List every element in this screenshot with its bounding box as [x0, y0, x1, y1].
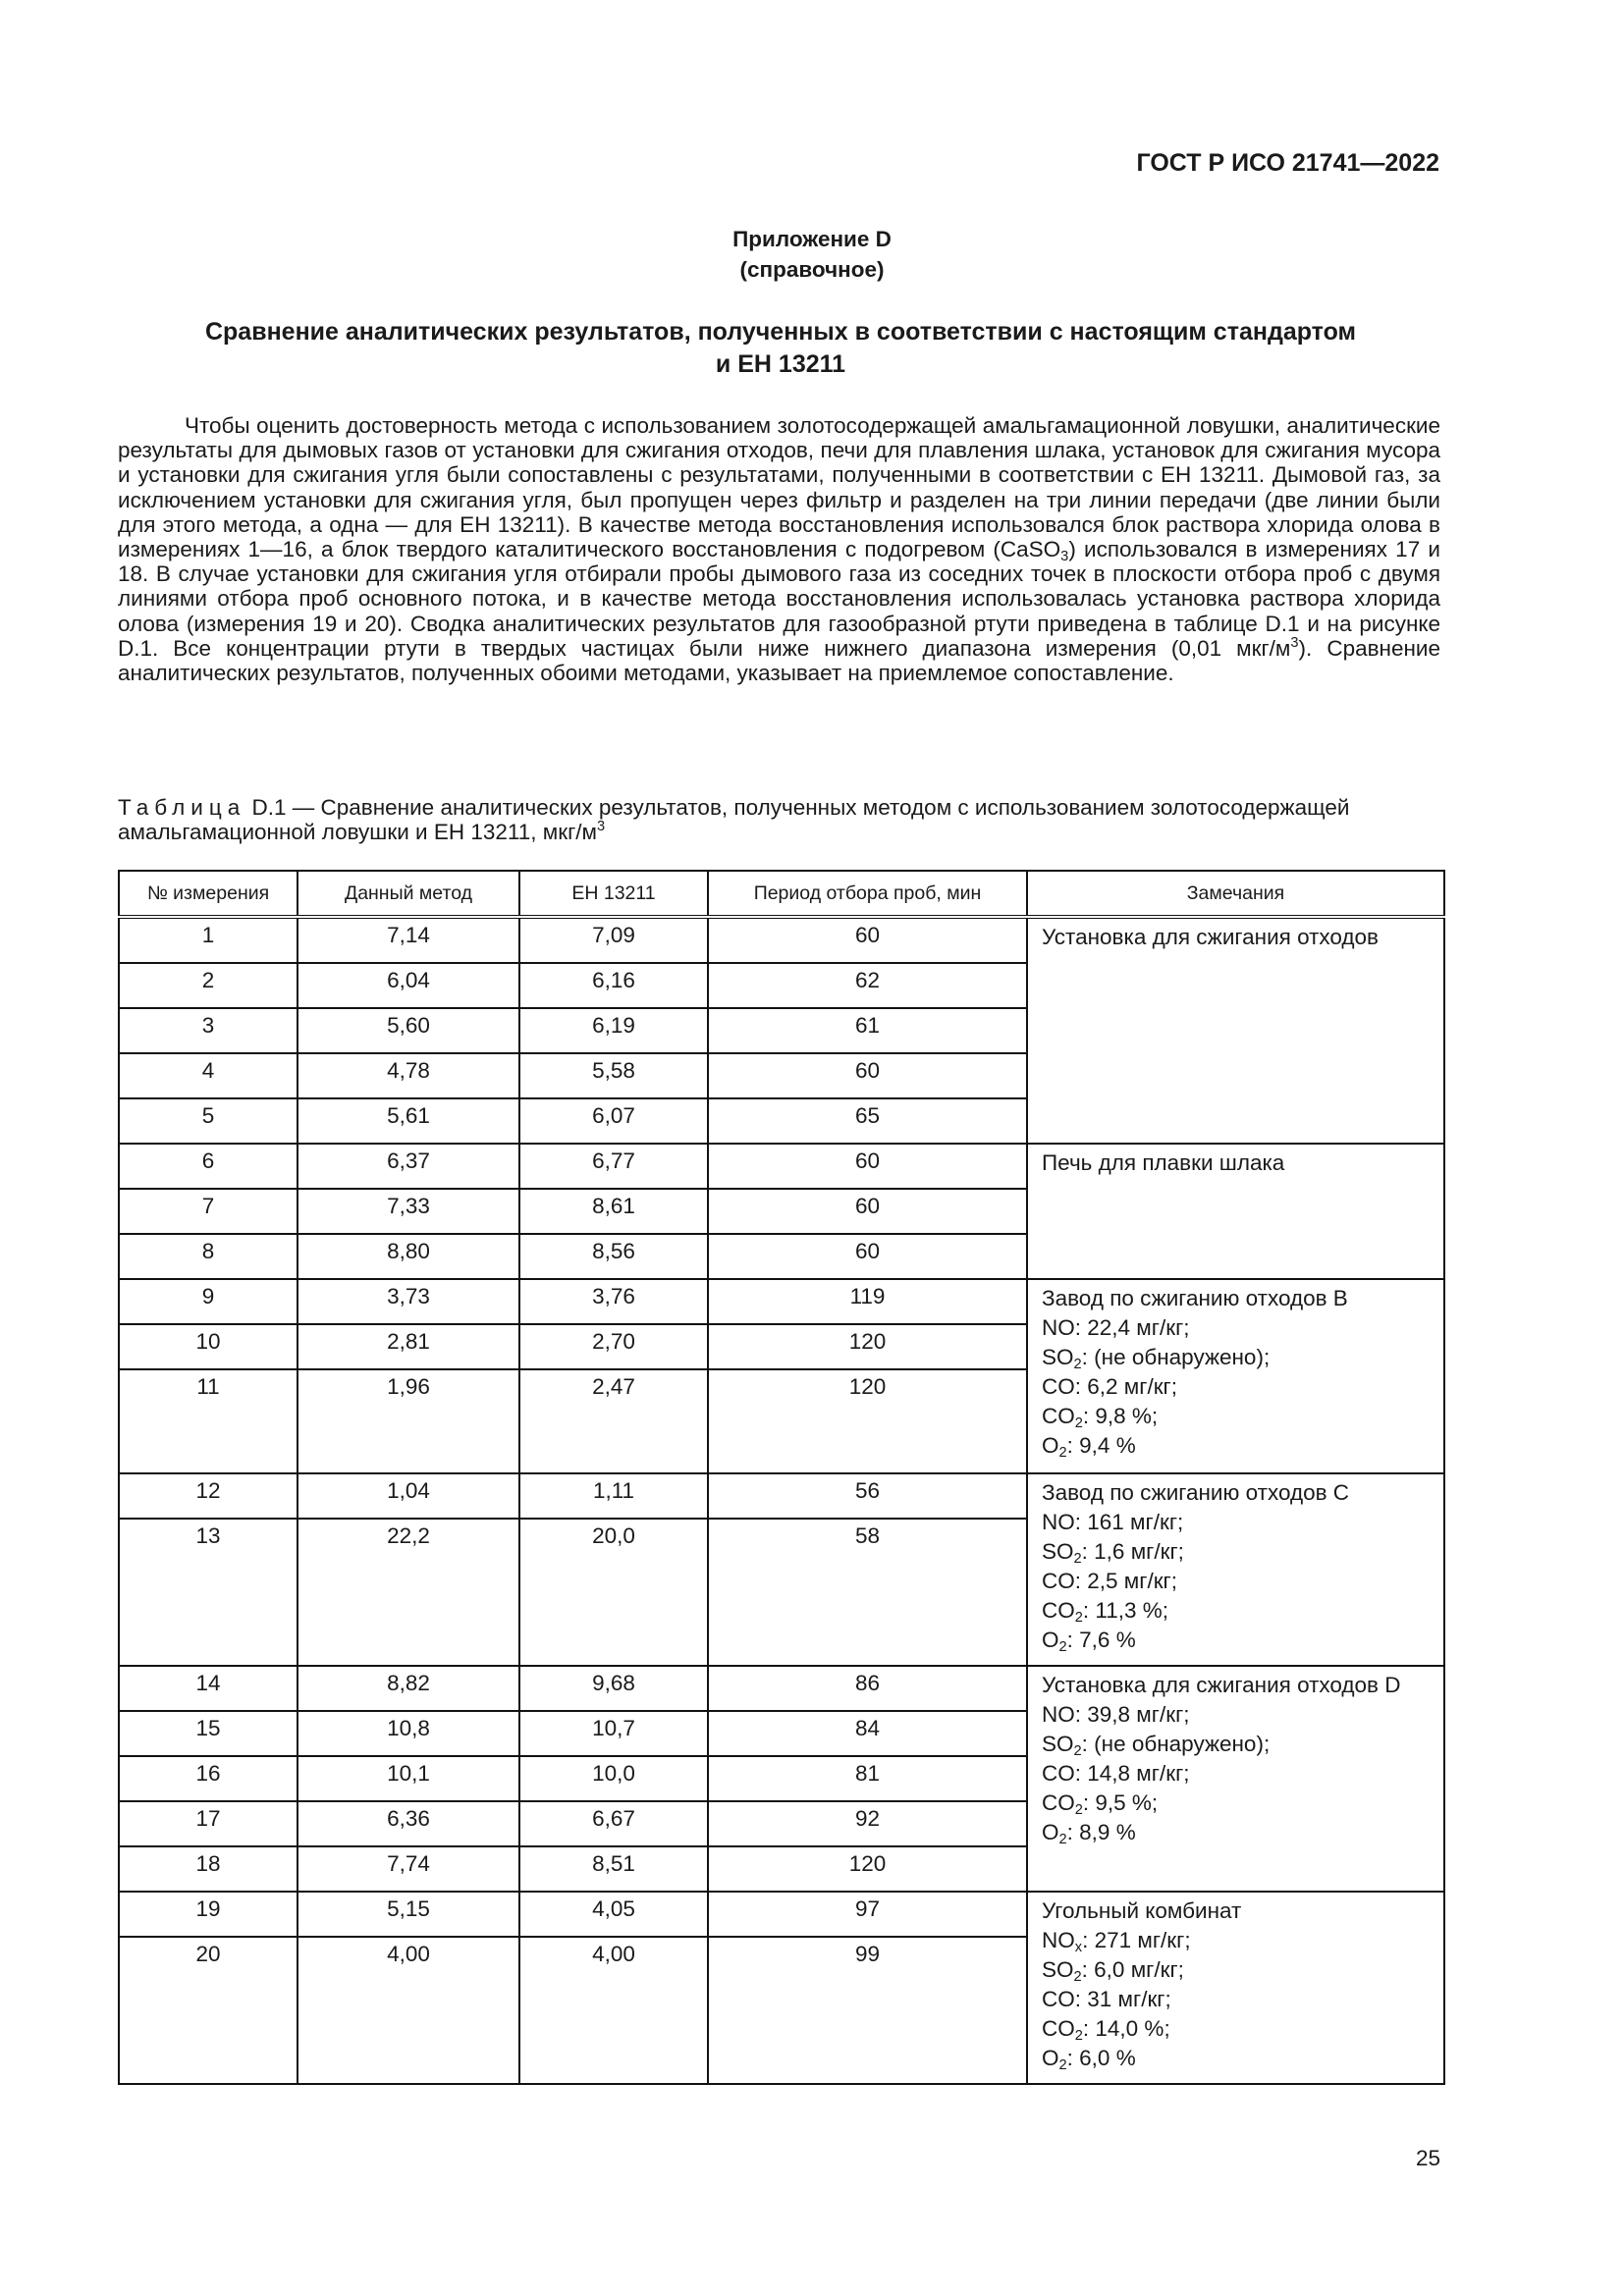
appendix-label: Приложение D: [732, 227, 892, 251]
formula-sub: 2: [1058, 2057, 1067, 2073]
remark-group-2: [1027, 1144, 1444, 1279]
formula-sub: 2: [1058, 1445, 1067, 1461]
formula-o: O: [1042, 1820, 1059, 1844]
cell-method: 22,2: [298, 1519, 519, 1666]
remark-name: Завод по сжиганию отходов C: [1042, 1480, 1350, 1505]
cell-method: 5,15: [298, 1892, 519, 1937]
formula-co: CO: [1042, 1790, 1075, 1815]
table-row: [119, 1144, 1444, 1189]
remark-o2: [1042, 2044, 1432, 2073]
cell-en: 3,76: [519, 1279, 708, 1324]
remark-o2-value: : 6,0 %: [1066, 2046, 1136, 2070]
cell-no: 3: [119, 1008, 298, 1053]
cell-method: 6,04: [298, 963, 519, 1008]
cell-period: 84: [708, 1711, 1027, 1756]
remark-nox: [1042, 1926, 1432, 1955]
table-caption-label: Таблица: [118, 795, 246, 820]
table-row: [119, 1666, 1444, 1711]
remark-so2-value: : 1,6 мг/кг;: [1081, 1539, 1184, 1564]
cell-period: 61: [708, 1008, 1027, 1053]
formula-o: O: [1042, 1433, 1059, 1458]
cell-period: 120: [708, 1324, 1027, 1369]
remark-group-4: [1027, 1473, 1444, 1666]
cell-method: 7,14: [298, 917, 519, 963]
cell-no: 7: [119, 1189, 298, 1234]
cell-method: 8,80: [298, 1234, 519, 1279]
cell-en: 10,0: [519, 1756, 708, 1801]
cell-en: 4,05: [519, 1892, 708, 1937]
cell-method: 5,60: [298, 1008, 519, 1053]
cell-en: 8,56: [519, 1234, 708, 1279]
cell-en: 6,77: [519, 1144, 708, 1189]
intro-text-1: Чтобы оценить достоверность метода с использованием золотосодержащей амальгамационной ловушки, аналитические результаты для дымовых газов от установки для сжигания отходов, печи для плавления шлака, установок для сжигания мусора и установки для сжигания угля были сопоставлены с результатами, полученными в соответствии с ЕН 13211. Дымовой газ, за исключением установки для сжигания угля, был пропущен через фильтр и разделен на три линии передачи (две линии были для этого метода, а одна — для ЕН 13211). В качестве метода восстановления использовался блок раствора хлорида олова в измерениях 1—16, а блок твердого каталитического восстановления с подогревом (CaSO: [118, 413, 1440, 562]
cell-no: 1: [119, 917, 298, 963]
cell-en: 7,09: [519, 917, 708, 963]
cell-en: 6,07: [519, 1098, 708, 1144]
section-title-line-2: и ЕН 13211: [715, 350, 846, 378]
remark-group-1: [1027, 917, 1444, 1144]
cell-no: 6: [119, 1144, 298, 1189]
formula-o: O: [1042, 2046, 1059, 2070]
cell-period: 92: [708, 1801, 1027, 1846]
table-header-row: [119, 871, 1444, 917]
cell-no: 16: [119, 1756, 298, 1801]
formula-so: SO: [1042, 1539, 1074, 1564]
cell-no: 5: [119, 1098, 298, 1144]
cell-en: 2,47: [519, 1369, 708, 1473]
formula-sub: 2: [1074, 1802, 1083, 1818]
remark-name: Угольный комбинат: [1042, 1898, 1242, 1923]
table-row: [119, 1892, 1444, 1937]
remark-so2: [1042, 1537, 1432, 1567]
formula-o: O: [1042, 1628, 1059, 1652]
cell-en: 1,11: [519, 1473, 708, 1519]
cell-en: 8,61: [519, 1189, 708, 1234]
cell-period: 81: [708, 1756, 1027, 1801]
cell-en: 6,16: [519, 963, 708, 1008]
cell-method: 5,61: [298, 1098, 519, 1144]
remark-co: CO: 14,8 мг/кг;: [1042, 1761, 1190, 1786]
appendix-heading: [0, 224, 1624, 285]
remark-so2-value: : 6,0 мг/кг;: [1081, 1957, 1184, 1982]
cell-method: 6,36: [298, 1801, 519, 1846]
formula-sub: 2: [1073, 1551, 1082, 1567]
remark-no: NO: 22,4 мг/кг;: [1042, 1315, 1190, 1340]
remark-so2: [1042, 1343, 1432, 1372]
remark-name: Установка для сжигания отходов D: [1042, 1673, 1401, 1697]
remark-co2: [1042, 2014, 1432, 2044]
formula-sub: 2: [1074, 1610, 1083, 1626]
table-caption-sup: 3: [597, 819, 606, 834]
table-row: [119, 1279, 1444, 1324]
cell-no: 14: [119, 1666, 298, 1711]
formula-sub: 2: [1074, 2028, 1083, 2044]
remark-so2-value: : (не обнаружено);: [1081, 1345, 1271, 1369]
header-measurement-no: № измерения: [119, 871, 298, 917]
remark-so2: [1042, 1955, 1432, 1985]
cell-method: 4,78: [298, 1053, 519, 1098]
table-row: [119, 917, 1444, 963]
cell-no: 15: [119, 1711, 298, 1756]
formula-sub: 2: [1074, 1415, 1083, 1431]
intro-text-2: ) использовался в измерениях 17 и 18. В случае установки для сжигания угля отбирали пробы дымового газа из соседних точек в плоскости отбора проб с двумя линиями отбора проб основного потока, и в качестве метода восстановления использовалась установка раствора хлорида олова (измерения 19 и 20). Сводка аналитических результатов для газообразной ртути приведена в таблице D.1 и на рисунке D.1. Все концентрации ртути в твердых частицах были ниже нижнего диапазона измерения (0,01 мкг/м: [118, 537, 1440, 661]
intro-paragraph: [118, 413, 1440, 685]
cell-period: 60: [708, 1234, 1027, 1279]
remark-o2-value: : 8,9 %: [1066, 1820, 1136, 1844]
formula-co: CO: [1042, 1404, 1075, 1428]
cell-no: 18: [119, 1846, 298, 1892]
remark-name: Установка для сжигания отходов: [1042, 925, 1380, 949]
remark-co: CO: 2,5 мг/кг;: [1042, 1569, 1178, 1593]
remark-o2-value: : 7,6 %: [1066, 1628, 1136, 1652]
cell-period: 60: [708, 917, 1027, 963]
cell-method: 7,33: [298, 1189, 519, 1234]
formula-co: CO: [1042, 2016, 1075, 2041]
remark-o2: [1042, 1818, 1432, 1847]
remark-nox-value: : 271 мг/кг;: [1082, 1928, 1191, 1952]
cell-no: 17: [119, 1801, 298, 1846]
cell-period: 120: [708, 1846, 1027, 1892]
remark-co2: [1042, 1402, 1432, 1431]
remark-co: CO: 31 мг/кг;: [1042, 1987, 1171, 2011]
cell-en: 6,19: [519, 1008, 708, 1053]
table-row: [119, 1473, 1444, 1519]
appendix-type: (справочное): [739, 257, 885, 282]
cell-period: 97: [708, 1892, 1027, 1937]
remark-co2-value: : 9,5 %;: [1082, 1790, 1159, 1815]
cell-method: 3,73: [298, 1279, 519, 1324]
cell-en: 4,00: [519, 1937, 708, 2084]
cell-period: 60: [708, 1189, 1027, 1234]
formula-no: NO: [1042, 1928, 1075, 1952]
cell-method: 8,82: [298, 1666, 519, 1711]
header-sampling-period: Период отбора проб, мин: [708, 871, 1027, 917]
cell-period: 56: [708, 1473, 1027, 1519]
header-this-method: Данный метод: [298, 871, 519, 917]
remark-no: NO: 161 мг/кг;: [1042, 1510, 1184, 1534]
cell-method: 7,74: [298, 1846, 519, 1892]
cell-method: 1,04: [298, 1473, 519, 1519]
cell-period: 60: [708, 1144, 1027, 1189]
formula-sub: 2: [1058, 1832, 1067, 1847]
cell-period: 65: [708, 1098, 1027, 1144]
remark-co2: [1042, 1789, 1432, 1818]
cell-method: 10,1: [298, 1756, 519, 1801]
cell-period: 58: [708, 1519, 1027, 1666]
cell-en: 2,70: [519, 1324, 708, 1369]
results-table: [118, 870, 1445, 2085]
remark-o2: [1042, 1626, 1432, 1655]
cell-no: 2: [119, 963, 298, 1008]
cell-no: 19: [119, 1892, 298, 1937]
cell-en: 9,68: [519, 1666, 708, 1711]
cell-method: 2,81: [298, 1324, 519, 1369]
header-remarks: Замечания: [1027, 871, 1444, 917]
cell-method: 1,96: [298, 1369, 519, 1473]
remark-name: Печь для плавки шлака: [1042, 1150, 1285, 1175]
cell-period: 99: [708, 1937, 1027, 2084]
formula-so: SO: [1042, 1732, 1074, 1756]
remark-co: CO: 6,2 мг/кг;: [1042, 1374, 1178, 1399]
remark-so2: [1042, 1730, 1432, 1759]
intro-subscript: 3: [1060, 549, 1069, 565]
remark-co2-value: : 9,8 %;: [1082, 1404, 1159, 1428]
cell-no: 4: [119, 1053, 298, 1098]
remark-co2-value: : 11,3 %;: [1082, 1598, 1169, 1623]
cell-no: 9: [119, 1279, 298, 1324]
table-caption: [118, 795, 1443, 844]
cell-no: 11: [119, 1369, 298, 1473]
remark-name: Завод по сжиганию отходов B: [1042, 1286, 1348, 1310]
cell-no: 8: [119, 1234, 298, 1279]
remark-co2-value: : 14,0 %;: [1082, 2016, 1170, 2041]
standard-code: ГОСТ Р ИСО 21741—2022: [1136, 149, 1439, 177]
cell-en: 6,67: [519, 1801, 708, 1846]
intro-text-3: ). Сравнение аналитических результатов, полученных обоими методами, указывает на приемлемое сопоставление.: [118, 635, 1440, 686]
cell-method: 10,8: [298, 1711, 519, 1756]
formula-sub: 2: [1073, 1969, 1082, 1985]
cell-en: 20,0: [519, 1519, 708, 1666]
remark-co2: [1042, 1596, 1432, 1626]
intro-superscript: 3: [1290, 634, 1299, 651]
remark-group-5: [1027, 1666, 1444, 1892]
cell-method: 6,37: [298, 1144, 519, 1189]
cell-no: 13: [119, 1519, 298, 1666]
cell-no: 12: [119, 1473, 298, 1519]
formula-so: SO: [1042, 1957, 1074, 1982]
cell-period: 86: [708, 1666, 1027, 1711]
remark-so2-value: : (не обнаружено);: [1081, 1732, 1271, 1756]
formula-sub-x: x: [1074, 1940, 1083, 1955]
cell-en: 10,7: [519, 1711, 708, 1756]
formula-sub: 2: [1058, 1639, 1067, 1655]
cell-period: 119: [708, 1279, 1027, 1324]
remark-group-6: [1027, 1892, 1444, 2084]
formula-sub: 2: [1073, 1357, 1082, 1372]
cell-period: 62: [708, 963, 1027, 1008]
formula-sub: 2: [1073, 1743, 1082, 1759]
remark-no: NO: 39,8 мг/кг;: [1042, 1702, 1190, 1727]
cell-no: 20: [119, 1937, 298, 2084]
page-number: 25: [1415, 2146, 1440, 2170]
cell-en: 5,58: [519, 1053, 708, 1098]
cell-no: 10: [119, 1324, 298, 1369]
cell-method: 4,00: [298, 1937, 519, 2084]
remark-o2-value: : 9,4 %: [1066, 1433, 1136, 1458]
header-en-13211: ЕН 13211: [519, 871, 708, 917]
formula-co: CO: [1042, 1598, 1075, 1623]
section-title-line-1: Сравнение аналитических результатов, полученных в соответствии с настоящим стандартом: [204, 318, 1357, 346]
table-caption-text: D.1 — Сравнение аналитических результатов, полученных методом с использованием золотосодержащей амальгамационной ловушки и ЕН 13211, мкг/м: [118, 795, 1350, 844]
section-title: [118, 316, 1443, 381]
cell-en: 8,51: [519, 1846, 708, 1892]
formula-so: SO: [1042, 1345, 1074, 1369]
remark-o2: [1042, 1431, 1432, 1461]
remark-group-3: [1027, 1279, 1444, 1473]
cell-period: 120: [708, 1369, 1027, 1473]
cell-period: 60: [708, 1053, 1027, 1098]
